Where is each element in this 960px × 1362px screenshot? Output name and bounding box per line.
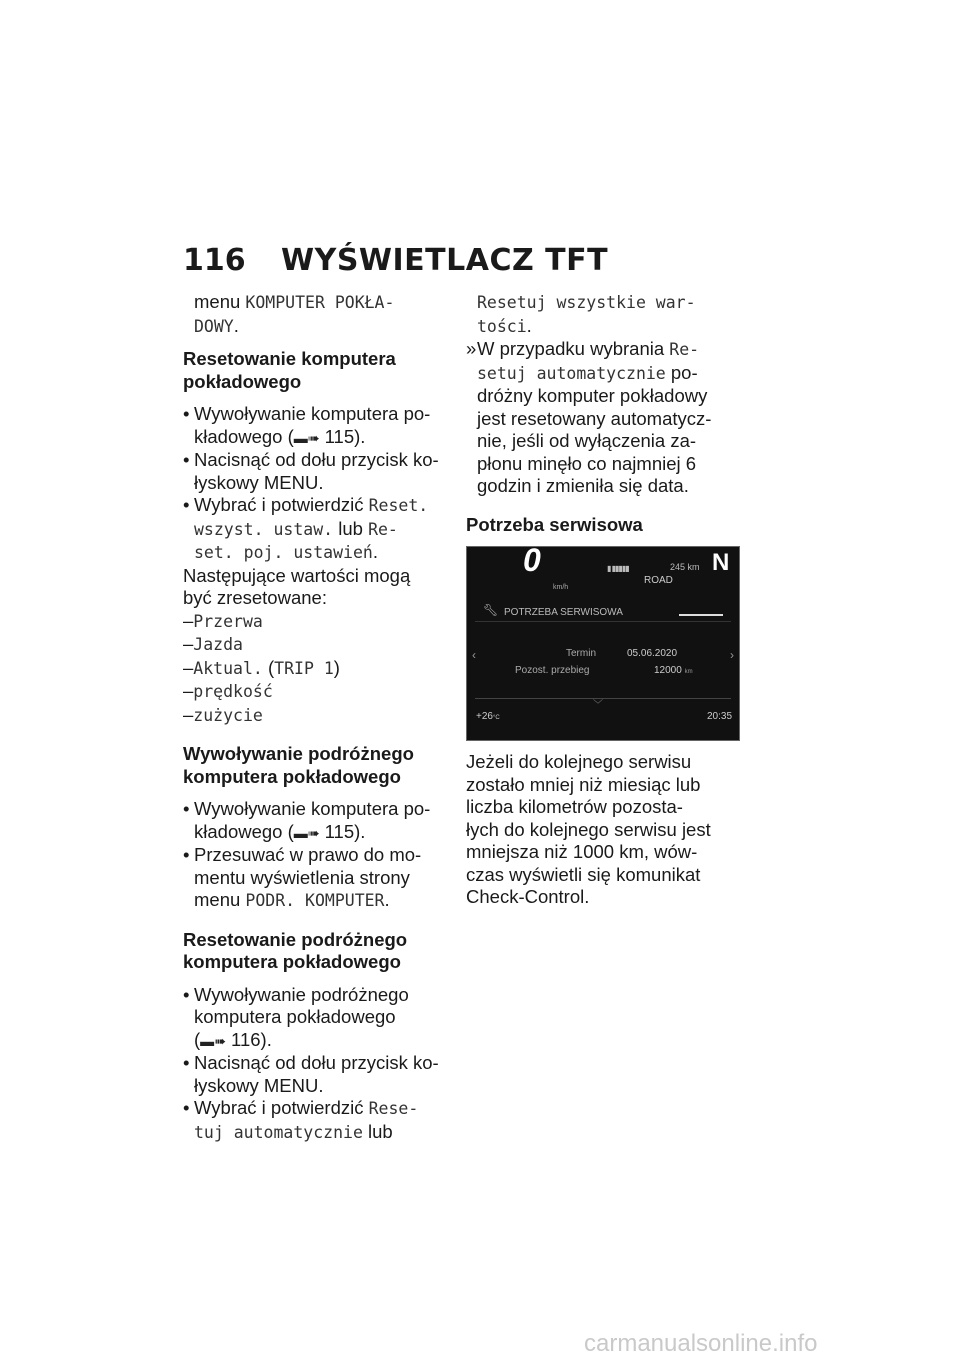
page-title: WYŚWIETLACZ TFT [281, 242, 609, 278]
section-heading-service-need: Potrzeba serwisowa [466, 513, 643, 535]
intro-line-2: DOWY. [194, 314, 239, 336]
list-item: • Wybrać i potwierdzić Reset. wszyst. ustaw. lub Re- set. poj. ustawień. [183, 494, 448, 565]
list-item: • Wybrać i potwierdzić Rese- tuj automatycznie lub [183, 1097, 448, 1144]
chevron-down-icon: ﹀ [593, 700, 603, 711]
gear-indicator: N [712, 549, 730, 576]
service-title: POTRZEBA SERWISOWA [504, 607, 623, 618]
divider [679, 614, 723, 616]
divider [475, 698, 731, 699]
page-reference-arrow-icon: ▬➠ [200, 1032, 226, 1049]
intro-line-1: menu KOMPUTER POKŁA- [194, 291, 395, 312]
page-reference-arrow-icon: ▬➠ [293, 824, 320, 841]
page-header [183, 240, 608, 280]
section-heading-trip-computer: Wywoływanie podróżnego [183, 743, 414, 764]
list-item: –prędkość [183, 680, 273, 701]
section-heading-reset-trip-computer: Resetowanie podróżnego [183, 928, 408, 950]
chevron-left-icon: ‹ [472, 648, 476, 662]
continuation-line: Resetuj wszystkie war- [477, 293, 696, 312]
divider [475, 621, 731, 622]
list-item: –Jazda [183, 633, 243, 654]
result-marker-icon: » [466, 338, 477, 359]
list-item: • Wywoływanie podróżnego komputera pokładowego (▬➠ 116). [183, 984, 448, 1053]
wrench-icon: 🔧︎ [483, 603, 499, 617]
page-reference-arrow-icon: ▬➠ [293, 429, 320, 446]
watermark: carmanualsonline.info [584, 1330, 818, 1357]
result-item: » W przypadku wybrania Re- setuj automatycznie po- dróżny komputer pokładowy jest resetowany automatycz- nie, jeśli od wyłączenia za- płonu minęło co najmniej 6 godzin i zmieniła się data. [466, 338, 712, 496]
left-column: menu KOMPUTER POKŁA- DOWY. Resetowanie komputera pokładowego • Wywoływanie komputera po- kładowego (▬➠ 115). • Nacisnąć od dołu przycisk ko- łyskowy MENU. • Wybrać i potwierdzić Reset. wszyst. ustaw. lub Re- set. poj. ustawień. Następujące wartości mogą być zresetowane: –Przerwa –Jazda –Aktual. (TRIP 1) –prędkość –zużycie Wywoływanie podróżnego komputera pokładowego • Wywoływanie komputera po- kładowego (▬➠ 115). • Przesuwać w prawo do mo- mentu wyświetlenia strony menu PODR. KOMPUTER. Resetowanie podróżnego komputera pokładowego • Wywoływanie podróżnego komputera pokładowego (▬➠ 116). • Nacisnąć od dołu przycisk ko- łyskowy MENU. • Wybrać i potwierdzić Rese- tuj automatycznie lub [183, 291, 448, 1144]
clock-readout: 20:35 [707, 711, 733, 722]
temperature-readout: +26°C [476, 711, 500, 722]
list-item: • Nacisnąć od dołu przycisk ko- łyskowy MENU. [183, 449, 448, 494]
speed-readout: 0 [523, 546, 541, 578]
chevron-right-icon: › [730, 648, 734, 662]
list-item: • Przesuwać w prawo do mo- mentu wyświetlenia strony menu PODR. KOMPUTER. [183, 844, 448, 913]
list-item: • Wywoływanie komputera po- kładowego (▬➠ 115). [183, 403, 448, 449]
riding-mode: ROAD [644, 575, 673, 586]
tft-display-screenshot: 0 km/h ▮ ▮▮▮▮▮ 245 km ROAD N 🔧︎ POTRZEBA SERWISOWA ‹ › Termin 05.06.2020 Pozost. przebieg 12000 km ﹀ +26°C 20:35 [466, 546, 740, 741]
page-number: 116 [183, 242, 246, 278]
fuel-level-bars-icon: ▮ ▮▮▮▮▮ [607, 564, 629, 573]
list-item: –zużycie [183, 703, 263, 725]
section-heading-reset-computer: Resetowanie komputera [183, 348, 396, 369]
list-item: • Nacisnąć od dołu przycisk ko- łyskowy MENU. [183, 1052, 448, 1097]
list-item: • Wywoływanie komputera po- kładowego (▬➠ 115). [183, 798, 448, 844]
service-date: 05.06.2020 [627, 648, 678, 659]
list-item: –Przerwa [183, 609, 263, 631]
list-item: –Aktual. (TRIP 1) [183, 656, 340, 678]
range-readout: 245 km [670, 562, 700, 572]
service-remaining-km: 12000 km [654, 665, 693, 676]
right-column: Resetuj wszystkie war- tości. » W przypadku wybrania Re- setuj automatycznie po- dróżny komputer pokładowy jest resetowany automatycz- nie, jeśli od wyłączenia za- płonu minęło co najmniej 6 godzin i zmieniła się data. Potrzeba serwisowa 0 km/h ▮ ▮▮▮▮▮ 245 km ROAD N 🔧︎ POTRZEBA SERWISOWA ‹ › Termin 05.06.2020 Pozost. przebieg 12000 km ﹀ +26°C 20:35 Jeżeli do kolejnego serwisu zostało mniej niż miesiąc lub liczba kilometrów pozosta- łych do kolejnego serwisu jest mniejsza niż 1000 km, wów- czas wyświetli się komunikat Check-Control. [466, 291, 738, 909]
